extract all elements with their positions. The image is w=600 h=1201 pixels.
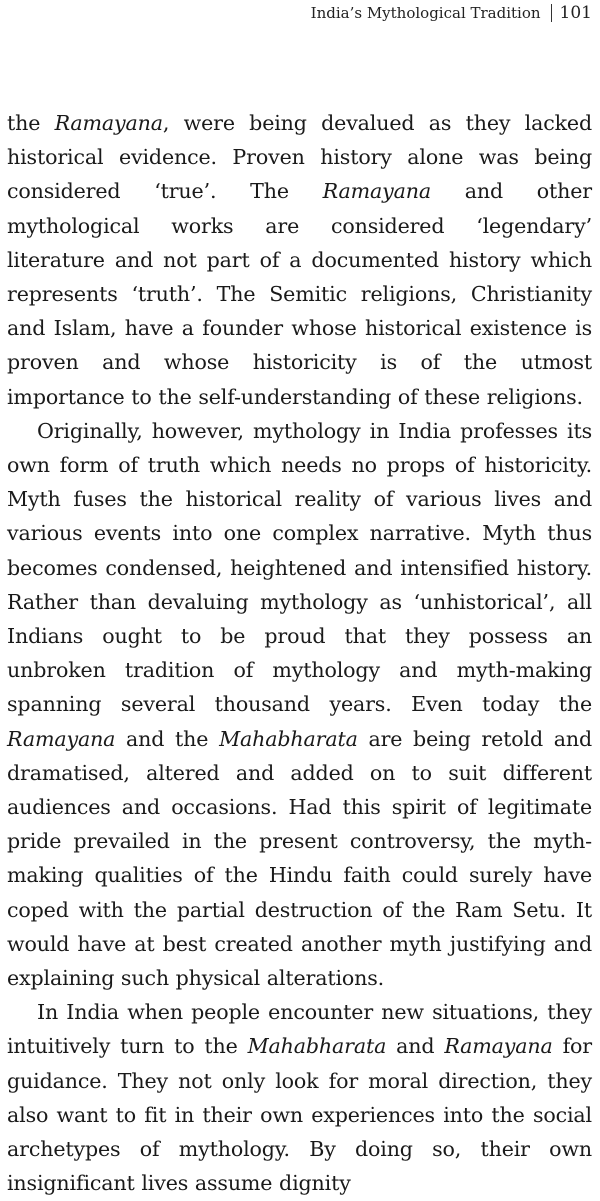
italic-title-text: Ramayana <box>7 726 116 751</box>
text-run: the <box>7 111 55 135</box>
text-run: for guidance. They not only look for moral direction, they also want to fit in their own experiences into the social archetypes of mythology. By doing so, their own insignificant lives assume dignity <box>7 1034 592 1196</box>
paragraph-2 <box>7 414 592 995</box>
page-number: 101 <box>559 3 592 23</box>
italic-title-text: Ramayana <box>444 1034 553 1059</box>
text-run: Originally, however, mythology in India professes its own form of truth which needs no props of historicity. Myth fuses the historical reality of various lives and various events into one complex narrative. Myth thus becomes condensed, heightened and intensified history. Rather than devaluing mythology as ‘unhistorical’, all Indians ought to be proud that they possess an unbroken tradition of mythology and myth-making spanning several thousand years. Even today the <box>7 418 592 717</box>
body-text <box>7 106 592 1201</box>
italic-title-text: Ramayana <box>322 179 431 204</box>
running-head-title: India’s Mythological Tradition <box>310 4 541 22</box>
text-run: and other mythological works are considered ‘legendary’ literature and not part of a documented history which represents ‘truth’. The Semitic religions, Christianity and Islam, have a founder whose historical existence is proven and whose historicity is of the utmost importance to the self-understanding of these religions. <box>7 179 592 409</box>
running-head-divider <box>551 4 552 22</box>
paragraph-1 <box>7 106 592 414</box>
running-head <box>311 3 592 23</box>
paragraph-3 <box>7 995 592 1200</box>
text-run: , were being devalued as they lacked historical evidence. Proven history alone was being considered ‘true’. The <box>7 111 592 204</box>
text-run: are being retold and dramatised, altered and added on to suit different audiences and occasions. Had this spirit of legitimate pride prevailed in the present controversy, the myth-making qualities of the Hindu faith could surely have coped with the partial destruction of the Ram Setu. It would have at best created another myth justifying and explaining such physical alterations. <box>7 726 592 991</box>
text-run: and the <box>115 726 220 751</box>
italic-title-text: Mahabharata <box>219 726 358 751</box>
text-run: In India when people encounter new situations, they intuitively turn to the <box>7 1000 592 1059</box>
text-run: and <box>386 1034 445 1059</box>
italic-title-text: Ramayana <box>54 111 163 135</box>
italic-title-text: Mahabharata <box>247 1034 387 1059</box>
